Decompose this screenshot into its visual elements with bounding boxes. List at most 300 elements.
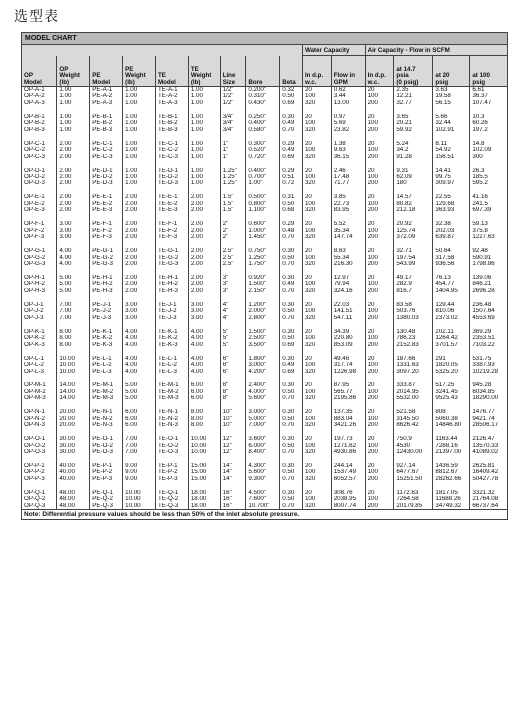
table-cell: TE-J-3 [156,315,189,321]
table-cell: PE-O-2 [90,443,123,449]
footnote: Note: Differential pressure values should be less than 50% of the inlet absolute pressure. [22,509,507,519]
table-cell: 0.920" [246,275,280,281]
table-cell: OP-P-2 [22,469,57,475]
table-cell: 10.3 [472,113,485,120]
spacer-cell [188,133,220,141]
table-cell: 8" [220,389,246,395]
table-cell: 0.49 [280,281,303,287]
table-cell: 5.000" [246,416,280,422]
spacer-cell [365,402,394,410]
table-cell: 100 [365,120,394,126]
table-body [22,87,507,510]
spacer-cell [156,294,189,302]
spacer-cell [188,429,220,437]
table-cell: 3.00 [123,315,156,321]
table-cell: 14.00 [57,389,90,395]
table-cell: 19.58 [433,93,470,99]
spacer-cell [433,321,470,329]
spacer-cell [22,160,57,168]
group-spacer [22,106,507,114]
table-cell: 8.00 [57,342,90,348]
table-cell: 936.56 [433,261,470,267]
spacer-cell [470,160,507,168]
table-cell: 4.000" [246,389,280,395]
table-cell: 14.57 [394,194,433,200]
table-cell: 2.00 [123,228,156,234]
table-cell: 10219.28 [472,368,499,375]
chart-title: MODEL CHART [22,33,507,45]
table-cell: 3.65 [394,114,433,120]
table-cell: PE-E-1 [90,194,123,200]
table-cell: 20179.85 [394,503,433,509]
table-cell: 0.29 [280,168,303,174]
table-cell: 28262.66 [433,476,470,482]
group-spacer [22,214,507,222]
table-cell: PE-J-3 [90,315,123,321]
table-cell: 853.09 [331,342,365,348]
table-cell: 20 [365,302,394,308]
spacer-cell [90,268,123,276]
table-cell: 100 [302,93,331,99]
table-cell: OP-C-3 [22,154,57,160]
spacer-cell [246,482,280,490]
table-cell: 107.47 [472,99,492,106]
table-cell: OP-L-1 [22,356,57,362]
table-cell: 0.50 [280,308,303,314]
spacer-cell [365,456,394,464]
table-cell: PE-P-2 [90,469,123,475]
table-cell: 1" [220,147,246,153]
table-cell: 2.00 [57,194,90,200]
water-capacity-header: Water Capacity [302,45,365,56]
table-cell: 1172.63 [394,490,433,496]
table-cell: 20 [365,275,394,281]
table-cell: 10" [220,409,246,415]
table-cell: 300 [472,153,483,160]
spacer-cell [220,268,246,276]
spacer-cell [280,241,303,249]
table-cell: 503.76 [394,308,433,314]
spacer-cell [302,294,331,302]
table-cell: 0.70 [280,476,303,482]
table-cell: 7.00 [57,315,90,321]
spacer-cell [123,375,156,383]
table-cell: 100 [365,496,394,502]
table-cell: 8.63 [331,248,365,254]
table-cell: 216.30 [331,261,365,267]
spacer-cell [188,348,220,356]
table-cell: 48.00 [57,490,90,496]
table-cell: 2.00 [123,288,156,294]
table-cell: 3" [220,288,246,294]
table-cell: 5" [220,329,246,335]
table-cell: 1163.44 [433,436,470,442]
table-cell: PE-J-1 [90,302,123,308]
spacer-cell [302,214,331,222]
table-cell: 7.00 [123,449,156,455]
table-cell: 0.62 [331,87,365,94]
table-cell: 0.30 [280,356,303,362]
spacer-cell [470,268,507,276]
table-cell: 30.00 [57,436,90,442]
group-spacer [22,429,507,437]
table-cell: 7.00 [123,443,156,449]
table-cell: OP-M-3 [22,395,57,401]
table-cell: 0.750" [246,248,280,254]
table-cell: TE-F-1 [156,221,189,227]
table-cell: 1.5" [220,207,246,213]
table-cell: 4" [220,308,246,314]
spacer-cell [156,375,189,383]
table-cell: PE-Q-2 [90,496,123,502]
spacer-cell [433,429,470,437]
table-cell: 1.25" [220,174,246,180]
spacer-cell [188,160,220,168]
spacer-cell [57,348,90,356]
spacer-cell [365,160,394,168]
spacer-cell [57,402,90,410]
table-cell: 8626.42 [394,422,433,428]
table-cell: 59.13 [472,221,488,228]
spacer-cell [394,214,433,222]
spacer-cell [220,241,246,249]
spacer-cell [22,187,57,195]
spacer-cell [470,429,507,437]
table-cell: 282.9 [394,281,433,287]
table-cell: 1.00 [57,93,90,99]
spacer-cell [470,375,507,383]
table-cell: 0.49 [280,120,303,126]
table-cell: TE-E-3 [156,207,189,213]
table-cell: 59.92 [394,127,433,133]
column-header: PE Model [90,56,123,87]
table-cell: 102.09 [472,147,492,154]
table-cell: 0.30 [280,275,303,281]
table-cell: 3.44 [331,93,365,99]
table-cell: 309.97 [433,180,470,186]
table-cell: 100 [302,120,331,126]
table-cell: 945.28 [472,382,492,389]
table-cell: 2696.28 [472,287,495,294]
spacer-cell [365,294,394,302]
column-header: Bore [246,56,280,87]
table-cell: 0.600" [246,221,280,227]
table-cell: PE-D-2 [90,174,123,180]
table-cell: PE-Q-3 [90,503,123,509]
table-cell: 320 [302,234,331,240]
table-cell: TE-O-1 [156,436,189,442]
table-cell: 20 [365,194,394,200]
table-cell: PE-L-1 [90,356,123,362]
table-cell: 100 [365,335,394,341]
table-cell: 2.00 [188,261,220,267]
spacer-cell [90,429,123,437]
table-cell: 41089.02 [472,449,499,456]
table-cell: TE-O-3 [156,449,189,455]
column-header-row [22,56,507,87]
table-cell: TE-L-2 [156,362,189,368]
table-cell: 13.00 [331,100,365,106]
table-cell: 10.700" [246,503,280,509]
group-spacer [22,160,507,168]
table-cell: 100 [365,416,394,422]
spacer-cell [331,348,365,356]
table-cell: 5.00 [123,395,156,401]
spacer-cell [365,187,394,195]
table-cell: OP-K-3 [22,342,57,348]
group-header-row [22,45,507,56]
table-cell: OP-O-3 [22,449,57,455]
table-cell: OP-E-3 [22,207,57,213]
table-cell: TE-H-2 [156,281,189,287]
spacer-cell [280,402,303,410]
table-cell: 20.00 [57,422,90,428]
column-header: TE Weight (lb) [188,56,220,87]
table-cell: 2.00 [188,234,220,240]
table-cell: 200 [365,207,394,213]
table-cell: 317.74 [331,362,365,368]
table-cell: PE-K-2 [90,335,123,341]
table-cell: TE-D-2 [156,174,189,180]
spacer-cell [470,294,507,302]
table-cell: 2.00 [188,288,220,294]
spacer-cell [90,187,123,195]
table-cell: 4.00 [123,329,156,335]
spacer-cell [123,348,156,356]
table-cell: 10" [220,416,246,422]
spacer-cell [22,482,57,490]
table-cell: 20 [302,87,331,94]
table-cell: TE-A-2 [156,93,189,99]
table-cell: 21764.08 [472,496,499,503]
table-cell: 1.00 [188,154,220,160]
table-cell: 4.00 [188,362,220,368]
spacer-cell [246,106,280,114]
table-cell: PE-C-2 [90,147,123,153]
table-cell: 1.00 [123,180,156,186]
table-cell: 750.9 [394,436,433,442]
table-cell: 15251.50 [394,476,433,482]
table-cell: 12.21 [394,93,433,99]
spacer-cell [394,348,433,356]
table-cell: 6.00 [188,389,220,395]
table-cell: 1.25" [220,180,246,186]
table-cell: TE-C-2 [156,147,189,153]
group-spacer [22,268,507,276]
table-cell: 12.97 [331,275,365,281]
table-cell: 100 [302,255,331,261]
table-cell: TE-D-3 [156,180,189,186]
table-cell: 4.00 [57,248,90,254]
table-cell: 2.00 [57,168,90,174]
spacer-cell [331,241,365,249]
group-spacer [22,241,507,249]
spacer-cell [123,482,156,490]
spacer-cell [433,214,470,222]
spacer-cell [280,106,303,114]
table-cell: OP-D-3 [22,180,57,186]
table-cell: 4" [220,315,246,321]
table-cell: 3.00 [188,302,220,308]
table-cell: 2.00 [188,255,220,261]
table-cell: 100 [302,416,331,422]
table-cell: 2.00 [123,221,156,227]
group-spacer [22,456,507,464]
table-cell: 12430.00 [394,449,433,455]
table-cell: 0.200" [246,87,280,94]
table-cell: TE-B-3 [156,127,189,133]
table-cell: 8.00 [188,422,220,428]
group-spacer [22,375,507,383]
table-cell: 2.00 [57,207,90,213]
table-cell: 18.00 [188,496,220,502]
table-cell: 1.00 [188,180,220,186]
table-cell: 565.77 [331,389,365,395]
table-cell: PE-B-1 [90,114,123,120]
table-cell: 2.00 [188,201,220,207]
table-cell: 2.00 [188,275,220,281]
table-cell: 8.11 [433,141,470,147]
table-cell: 244.14 [331,463,365,469]
table-cell: 20 [365,141,394,147]
table-cell: OP-Q-3 [22,503,57,509]
table-cell: 816.7 [394,288,433,294]
spacer-cell [123,241,156,249]
table-cell: 200 [365,503,394,509]
table-cell: 4" [220,302,246,308]
table-cell: 100 [302,281,331,287]
table-cell: 22.55 [433,194,470,200]
air-capacity-header: Air Capacity - Flow in SCFM [365,45,507,56]
spacer-cell [331,187,365,195]
table-cell: 60.26 [472,120,488,127]
table-cell: 8007.74 [331,503,365,509]
table-cell: 14.00 [57,382,90,388]
table-cell: 454.77 [433,281,470,287]
table-cell: PE-A-1 [90,87,123,94]
table-cell: 0.69 [280,154,303,160]
table-cell: 4.00 [123,342,156,348]
spacer-cell [156,429,189,437]
table-cell: 1.800" [246,356,280,362]
table-cell: 20.21 [394,120,433,126]
table-cell: 8.00 [188,409,220,415]
table-cell: 0.97 [331,114,365,120]
table-cell: 291 [433,356,470,362]
table-cell: 5.00 [57,281,90,287]
table-cell: 102.91 [433,127,470,133]
table-cell: 2.00 [57,174,90,180]
spacer-cell [331,402,365,410]
table-cell: OP-G-1 [22,248,57,254]
table-cell: 80.82 [394,201,433,207]
table-cell: 517.25 [433,382,470,388]
group-spacer [22,294,507,302]
table-cell: 197.73 [331,436,365,442]
table-cell: 100 [365,308,394,314]
table-cell: TE-C-1 [156,141,189,147]
table-cell: 0.49 [280,147,303,153]
table-cell: 3.85 [331,194,365,200]
table-cell: 1/2" [220,87,246,94]
spacer-cell [365,482,394,490]
table-cell: 1.00 [57,120,90,126]
table-cell: 100 [365,228,394,234]
table-cell: 6.61 [472,86,485,93]
table-cell: 20 [302,490,331,496]
spacer-cell [156,268,189,276]
table-cell: 320 [302,395,331,401]
table-cell: 0.70 [280,315,303,321]
table-cell: 6.000" [246,443,280,449]
table-cell: OP-H-1 [22,275,57,281]
spacer-cell [433,106,470,114]
spacer-cell [394,160,433,168]
table-cell: 0.50 [280,496,303,502]
table-cell: 369.29 [472,328,492,335]
table-cell: 156.51 [433,154,470,160]
table-cell: 91.28 [394,154,433,160]
table-cell: 5.66 [433,114,470,120]
spacer-cell [246,160,280,168]
table-cell: 48.00 [57,496,90,502]
table-cell: 0.250" [246,114,280,120]
table-cell: 100 [365,389,394,395]
table-cell: PE-L-3 [90,369,123,375]
table-cell: 5.00 [123,382,156,388]
table-cell: 9.00 [123,469,156,475]
table-cell: 76.13 [433,275,470,281]
table-cell: 1.00 [123,127,156,133]
table-cell: 125.74 [394,228,433,234]
table-cell: 1.00 [123,120,156,126]
spacer-cell [394,268,433,276]
table-cell: PE-D-3 [90,180,123,186]
table-cell: 590.91 [472,254,492,261]
table-cell: 320 [302,261,331,267]
table-cell: PE-K-1 [90,329,123,335]
table-cell: 100 [365,443,394,449]
table-cell: 100 [365,362,394,368]
table-cell: 320 [302,315,331,321]
table-cell: 1227.63 [472,234,495,241]
table-cell: 1817.05 [433,490,470,496]
table-cell: 20 [365,329,394,335]
spacer-cell [365,321,394,329]
table-cell: 28506.17 [472,422,499,429]
table-cell: 3.63 [433,87,470,94]
table-cell: 1.00 [188,114,220,120]
table-cell: 20 [302,409,331,415]
page-title: 选型表 [14,9,59,25]
table-cell: 6.00 [123,422,156,428]
table-cell: PE-E-3 [90,207,123,213]
spacer-cell [433,268,470,276]
spacer-cell [188,106,220,114]
spacer-cell [365,241,394,249]
table-cell: 1.00 [57,114,90,120]
table-cell: 3145.50 [394,416,433,422]
spacer-cell [188,187,220,195]
table-cell: 4.500" [246,490,280,496]
table-cell: 333.87 [394,382,433,388]
table-cell: 197.2 [472,126,488,133]
table-cell: 20 [365,409,394,415]
table-cell: 40.00 [57,463,90,469]
table-cell: 4.00 [188,329,220,335]
table-cell: OP-M-2 [22,389,57,395]
table-cell: 34.2 [394,147,433,153]
